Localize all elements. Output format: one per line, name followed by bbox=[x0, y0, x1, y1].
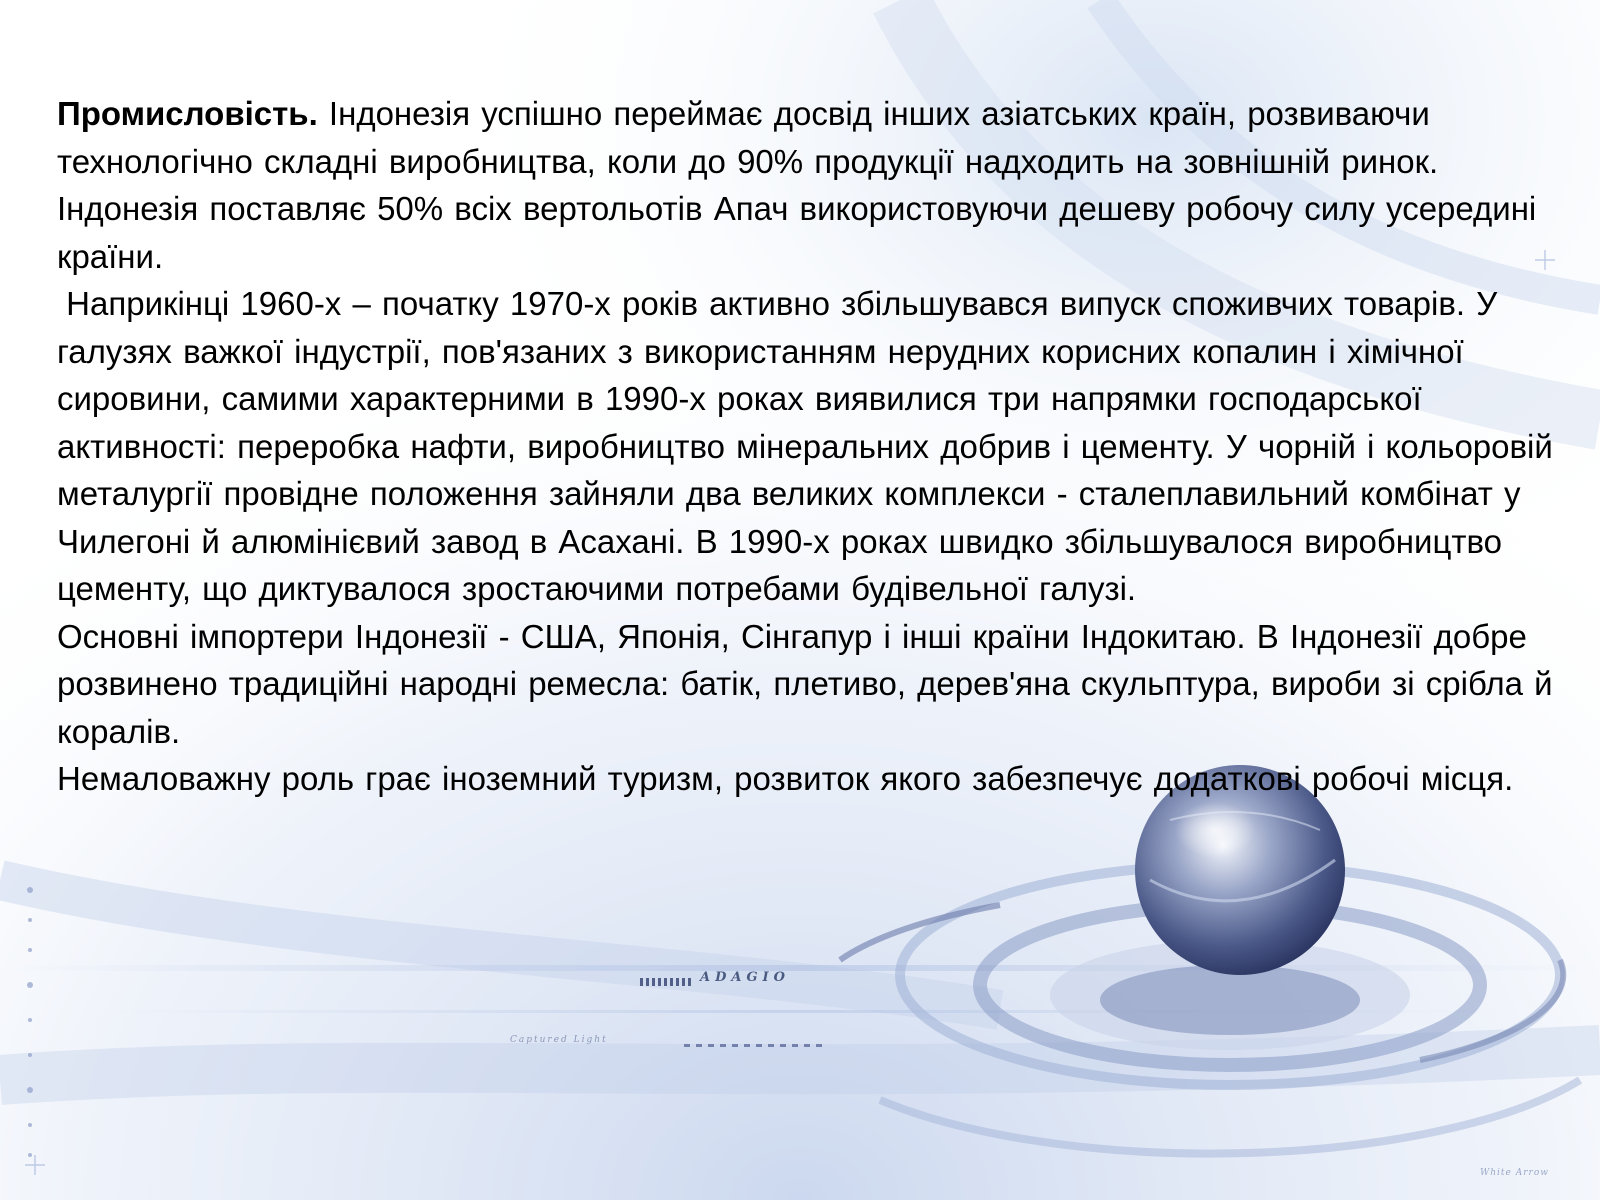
adagio-logo-text: ADAGIO bbox=[700, 970, 790, 985]
paragraph-importers bbox=[57, 613, 1557, 756]
paragraph-text: Основні імпортери Індонезії - США, Японія, Сінгапур і інші країни Індокитаю. В Індонезії добре розвинено традиційні народні ремесла: батік, плетиво, дерев'яна скульптура, вироби зі срібла й коралів. bbox=[57, 617, 1553, 750]
paragraph-text: Наприкінці 1960-х – початку 1970-х років активно збільшувався випуск споживчих товарів. У галузях важкої індустрії, пов'язаних з використанням нерудних корисних копалин і хімічної сировини, самими характерними в 1990-х роках виявилися три напрямки господарської активності: переробка нафти, виробництво мінеральних добрив і цементу. У чорній і кольоровій металургії провідне положення зайняли два великих комплекси - сталеплавильний комбінат у Чилегоні й алюмінієвий завод в Асахані. В 1990-х роках швидко збільшувалося виробництво цементу, що диктувалося зростаючими потребами будівельної галузі. bbox=[57, 285, 1564, 607]
adagio-logo bbox=[700, 970, 790, 985]
paragraph-lead: Промисловість. bbox=[57, 95, 318, 132]
paragraph-tourism bbox=[57, 755, 1557, 803]
paragraph-text: Індонезія успішно переймає досвід інших азіатських країн, розвиваючи технологічно складні виробництва, коли до 90% продукції надходить на зовнішній ринок. Індонезія поставляє 50% всіх вертольотів Апач використовуючи дешеву робочу силу усередині країни. bbox=[57, 95, 1537, 275]
captured-light-text: Captured Light bbox=[510, 1035, 608, 1045]
paragraph-consumer-goods bbox=[57, 280, 1564, 613]
paragraph-text: Немаловажну роль грає іноземний туризм, розвиток якого забезпечує додаткові робочі місця. bbox=[57, 760, 1514, 797]
artist-signature bbox=[1480, 1168, 1549, 1178]
captured-light-tagline bbox=[510, 1035, 608, 1045]
paragraph-industry bbox=[57, 90, 1557, 280]
slide-body bbox=[57, 90, 1564, 803]
artist-signature-text: White Arrow bbox=[1480, 1168, 1549, 1178]
